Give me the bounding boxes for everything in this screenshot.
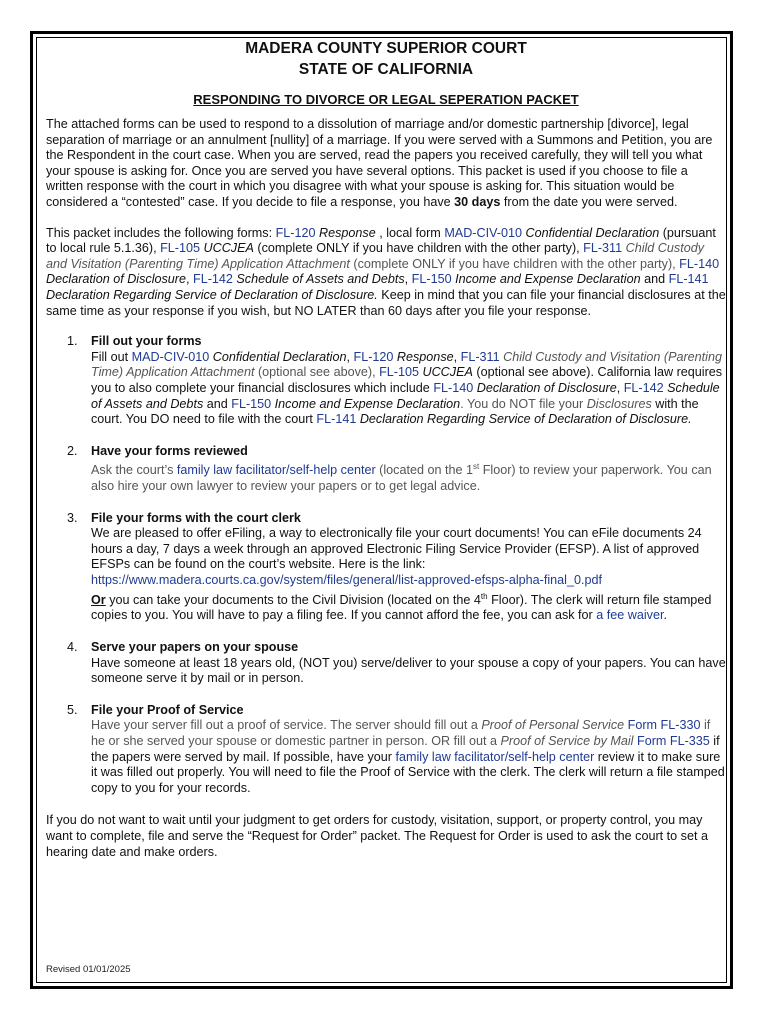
step-title: File your Proof of Service: [91, 702, 244, 717]
step-number: 5.: [67, 702, 78, 717]
step-number: 2.: [67, 443, 78, 458]
step-body: Ask the court’s family law facilitator/self-help center (located on the 1st Floor) to review your paperwork. You can also hire your own lawyer to review your papers or to get legal advice.: [91, 462, 712, 494]
form-mad-civ-010-link[interactable]: MAD-CIV-010: [131, 349, 210, 364]
form-fl142-link[interactable]: FL-142: [623, 380, 664, 395]
form-name: Declaration of Disclosure: [46, 272, 186, 287]
step-number: 3.: [67, 510, 78, 525]
form-fl335-link[interactable]: Form FL-335: [633, 733, 710, 748]
step-2: [46, 444, 726, 495]
forms-paragraph: [46, 226, 726, 320]
fee-waiver-link[interactable]: a fee waiver: [596, 608, 664, 623]
form-fl150-link[interactable]: FL-150: [231, 396, 272, 411]
step-title: Fill out your forms: [91, 334, 202, 349]
step-5: [46, 703, 726, 797]
revision-date: Revised 01/01/2025: [46, 964, 131, 975]
form-fl105-link[interactable]: FL-105: [379, 365, 419, 380]
forms-text: (complete ONLY if you have children with the other party),: [349, 256, 680, 271]
form-fl105-link[interactable]: FL-105: [160, 241, 201, 256]
forms-text: This packet includes the following forms:: [46, 225, 276, 240]
step-body: We are pleased to offer eFiling, a way to electronically file your court documents! You can eFile documents 24 hours a day, 7 days a week through an approved Electronic Filing Service Provider (EFSP). A list of approved EFSPs can be found on the court’s website. Here is the link: https://www.madera.courts.ca.gov/system/files/general/list-approved-efsps-alpha-final_0.pdf Or you can take your documents to the Civil Division (located on the 4th Floor). The clerk will return file stamped copies to you. You will have to pay a filing fee. If you cannot afford the fee, you can ask for a fee waiver.: [91, 526, 712, 623]
intro-text: The attached forms can be used to respond to a dissolution of marriage and/or domestic partnership [divorce], legal separation of marriage or an annulment [nullity] of a marriage. If you were served with a Summons and Petition, you are the Respondent in the court case. When you are served, read the papers you received carefully, they will tell you what your spouse is asking for. Once you are served you have several options. This packet is used if you choose to file a written response with the court in which you disagree with what your spouse is asking for. This situation would be considered a “contested” case. If you decide to file a response, you have: [46, 117, 713, 209]
intro-paragraph: [46, 117, 726, 211]
form-name: Response: [319, 225, 376, 240]
forms-text: , local form: [375, 225, 445, 240]
step-title: File your forms with the court clerk: [91, 510, 301, 525]
form-fl120-link[interactable]: FL-120: [275, 225, 316, 240]
form-name: Declaration Regarding Service of Declaration of Disclosure.: [46, 287, 378, 302]
form-fl311-link[interactable]: FL-311: [460, 349, 500, 364]
form-name: Schedule of Assets and Debts: [236, 272, 405, 287]
forms-text: (complete ONLY if you have children with the other party),: [253, 241, 584, 256]
response-deadline: 30 days: [454, 194, 501, 209]
step-title: Serve your papers on your spouse: [91, 640, 299, 654]
form-name: Child Custody and Visitation (Parenting Time) Application Attachment: [46, 241, 705, 271]
step-4: [46, 640, 726, 687]
form-fl142-link[interactable]: FL-142: [193, 272, 233, 287]
step-body: Fill out MAD-CIV-010 Confidential Declaration, FL-120 Response, FL-311 Child Custody and Visitation (Parenting Time) Application Attachment (optional see above), FL-105 UCCJEA (optional see above). California law requires you to also complete your financial disclosures which include FL-140 Declaration of Disclosure, FL-142 Schedule of Assets and Debts and FL-150 Income and Expense Declaration. You do NOT file your Disclosures with the court. You DO need to file with the court FL-141 Declaration Regarding Service of Declaration of Disclosure.: [91, 349, 723, 427]
court-title: [46, 38, 726, 80]
step-number: 1.: [67, 334, 78, 349]
forms-text: (pursuant to local rule 5.1.36),: [46, 225, 716, 256]
title-line-2: STATE OF CALIFORNIA: [298, 61, 474, 78]
form-mad-civ-010-link[interactable]: MAD-CIV-010: [444, 225, 522, 240]
form-fl140-link[interactable]: FL-140: [679, 256, 720, 271]
document-body: [46, 38, 726, 860]
step-3: [46, 511, 726, 624]
form-name: Income and Expense Declaration: [455, 272, 641, 287]
step-1: [46, 334, 726, 428]
form-name: Confidential Declaration: [525, 225, 660, 240]
form-fl120-link[interactable]: FL-120: [353, 349, 394, 364]
form-fl140-link[interactable]: FL-140: [433, 380, 474, 395]
packet-title: RESPONDING TO DIVORCE OR LEGAL SEPERATION PACKET: [193, 92, 579, 107]
closing-paragraph: If you do not want to wait until your judgment to get orders for custody, visitation, support, or property control, you may want to complete, file and serve the “Request for Order” packet. The Request for Order is used to ask the court to set a hearing date and make orders.: [46, 813, 708, 859]
forms-text: and: [640, 272, 669, 287]
efsp-list-link[interactable]: https://www.madera.courts.ca.gov/system/files/general/list-approved-efsps-alpha-final_0.pdf: [91, 573, 602, 588]
forms-text: ,: [404, 272, 412, 287]
step-title: Have your forms reviewed: [91, 443, 248, 458]
step-number: 4.: [67, 640, 78, 654]
step-body: Have someone at least 18 years old, (NOT you) serve/deliver to your spouse a copy of your papers. You can have someone serve it by mail or in person.: [91, 655, 726, 686]
form-fl141-link[interactable]: FL-141: [668, 272, 709, 287]
form-name: UCCJEA: [203, 241, 254, 256]
intro-text-end: from the date you were served.: [500, 194, 678, 209]
step-body: Have your server fill out a proof of service. The server should fill out a Proof of Personal Service Form FL-330 if he or she served your spouse or domestic partner in person. OR fill out a Proof of Service by Mail Form FL-335 if the papers were served by mail. If possible, have your family law facilitator/self-help center review it to make sure it was filled out properly. You will need to file the Proof of Service with the clerk. The clerk will return a file stamped copy to you for your records.: [91, 718, 725, 795]
steps-list: [46, 334, 726, 796]
form-fl330-link[interactable]: Form FL-330: [624, 718, 701, 733]
form-fl141-link[interactable]: FL-141: [316, 412, 357, 427]
forms-text: ,: [186, 272, 193, 287]
form-fl150-link[interactable]: FL-150: [411, 272, 452, 287]
self-help-center-link[interactable]: family law facilitator/self-help center: [176, 463, 376, 478]
form-fl311-link[interactable]: FL-311: [583, 241, 623, 256]
title-line-1: MADERA COUNTY SUPERIOR COURT: [245, 40, 527, 57]
forms-text: Keep in mind that you can file your financial disclosures at the same time as your response if you wish, but NO LATER than 60 days after you file your response.: [46, 287, 726, 318]
self-help-center-link[interactable]: family law facilitator/self-help center: [395, 749, 595, 764]
